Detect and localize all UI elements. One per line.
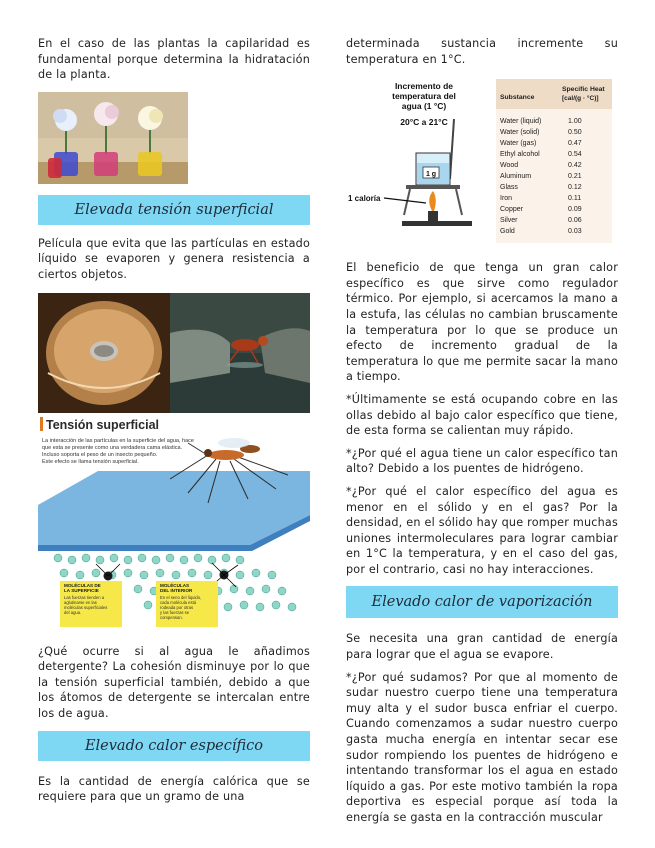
specific-heat-figure	[346, 75, 618, 247]
table-row-value: 0.12	[568, 184, 582, 192]
infographic-body-line4: Este efecto se llama tensión superficial.	[42, 458, 139, 465]
surface-tension-photos	[38, 293, 310, 413]
interior-molecules-title-1: MOLÉCULAS	[160, 582, 190, 588]
left-column	[38, 36, 310, 805]
infographic-title: Tensión superficial	[46, 417, 159, 432]
surface-tension-infographic	[38, 413, 310, 628]
detergent-paragraph: ¿Qué ocurre si al agua le añadimos detergente? La cohesión disminuye por lo que la tensión superficial también, debido a que los átomos de detergente se intercalan entre los de agua.	[38, 644, 310, 720]
surface-molecules-body-2: aglutinarse en las	[64, 599, 97, 605]
table-row-substance: Gold	[500, 228, 515, 236]
table-row-substance: Copper	[500, 206, 523, 214]
specific-heat-table	[496, 75, 612, 247]
table-row-value: 1.00	[568, 118, 582, 126]
interior-molecules-body-4: y las fuerzas se	[160, 609, 190, 615]
diagram-temperatures: 20°C a 21°C	[400, 117, 448, 128]
diagram-title-line2: temperatura del	[392, 91, 456, 102]
table-header-units: [cal/(g · °C)]	[562, 95, 599, 103]
right-column	[346, 36, 618, 826]
surface-molecules-title-1: MOLÉCULAS DE	[64, 582, 101, 588]
table-row-value: 0.09	[568, 206, 582, 214]
interior-molecules-body-5: compensan.	[160, 614, 183, 620]
capillarity-paragraph: En el caso de las plantas la capilaridad es fundamental porque determina la hidratación de la planta.	[38, 37, 310, 82]
copper-pots-paragraph: *Últimamente se está ocupando cobre en las ollas debido al bajo calor específico que tiene, de esta forma se calientan muy rápido.	[346, 392, 618, 438]
thermal-regulator-paragraph: El beneficio de que tenga un gran calor específico es que sirve como regulador térmico. Por ejemplo, si acercamos la mano a la estufa, las células no cambian bruscamente la temperatura por lo que se produce un efecto de incremento gradual de la temperatura lo que me permite sacar la mano a tiempo.	[346, 261, 618, 384]
table-header-specific-heat: Specific Heat	[562, 86, 605, 94]
surface-molecules-title-2: LA SUPERFICIE	[64, 587, 99, 593]
table-row-substance: Water (solid)	[500, 129, 540, 137]
ant-on-water-photo	[170, 293, 310, 413]
table-header-substance: Substance	[500, 94, 535, 102]
specific-heat-definition-continued: determinada sustancia incremente su temperatura en 1°C.	[346, 37, 618, 66]
diagram-title-line1: Incremento de	[394, 81, 454, 92]
table-row-value: 0.06	[568, 217, 582, 225]
diagram-mass-label: 1 g	[425, 171, 437, 179]
table-row-value: 0.11	[568, 195, 582, 203]
table-row-value: 0.03	[568, 228, 582, 236]
colored-flowers-photo	[38, 92, 188, 184]
interior-molecules-body-3: rodeada por otras	[160, 604, 194, 610]
surface-molecules-body-3: moléculas superficiales	[64, 604, 108, 610]
table-row-value: 0.21	[568, 173, 582, 181]
water-heating-diagram	[346, 75, 496, 247]
table-row-value: 0.54	[568, 151, 582, 159]
infographic-body-line3: Incluso soporta el peso de un insecto pequeño.	[42, 451, 158, 458]
infographic-body-line2: que esta se presente como una verdadera cama elástica.	[42, 444, 183, 451]
infographic-body-line1: La interacción de las partículas en la superficie del agua, hace	[42, 437, 194, 444]
table-row-substance: Aluminum	[500, 173, 532, 181]
diagram-calorie-label: 1 caloría	[348, 194, 381, 204]
table-row-substance: Water (gas)	[500, 140, 537, 148]
table-row-value: 0.47	[568, 140, 582, 148]
surface-tension-banner: Elevada tensión superficial	[38, 195, 310, 225]
surface-molecules-body-1: Las fuerzas tienden a	[64, 594, 105, 600]
table-row-substance: Glass	[500, 184, 518, 192]
specific-heat-definition-paragraph: Es la cantidad de energía calórica que se requiere para que un gramo de una	[38, 774, 310, 804]
solid-gas-question: *¿Por qué el calor específico del agua es menor en el sólido y en el gas? Por la densidad, en el sólido hay que romper muchas uniones intermoleculares para lograr cambiar en 1°C la temperatura, y en el caso del gas, por el contrario, casi no hay interacciones.	[346, 484, 618, 576]
sweating-paragraph: *¿Por qué sudamos? Por que al momento de sudar nuestro cuerpo tiene una temperatura muy alta y el sudor busca enfriar el cuerpo. Cuando comenzamos a sudar nuestro cuerpo gasta mucha energía en intentar secar ese sudor rompiendo los puentes de hidrógeno e intentando transformar los el agua en estado líquido a gas. Por este motivo también la ropa deportiva es especial porque así toda la energía se gasta en la contracción muscular	[346, 670, 618, 824]
table-row-substance: Ethyl alcohol	[500, 151, 540, 159]
table-row-substance: Wood	[500, 162, 519, 170]
diagram-title-line3: agua (1 °C)	[401, 101, 447, 112]
surface-molecules-body-4: del agua.	[64, 609, 82, 615]
interior-molecules-body-2: cada molécula está	[160, 599, 197, 605]
interior-molecules-title-2: DEL INTERIOR	[160, 587, 193, 593]
hydrogen-bonds-question: *¿Por qué el agua tiene un calor específico tan alto? Debido a los puentes de hidrógeno.	[346, 446, 618, 476]
vaporization-heat-banner: Elevado calor de vaporización	[346, 586, 618, 618]
table-row-value: 0.42	[568, 162, 582, 170]
vaporization-paragraph: Se necesita una gran cantidad de energía para lograr que el agua se evapore.	[346, 632, 618, 662]
coin-floating-photo	[38, 293, 170, 413]
table-row-substance: Silver	[500, 217, 518, 225]
table-row-substance: Water (liquid)	[500, 118, 542, 126]
interior-molecules-body-1: En el seno del líquido,	[160, 594, 202, 600]
surface-tension-paragraph: Película que evita que las partículas en estado líquido se evaporen y genera resistencia a ciertos objetos.	[38, 236, 310, 281]
specific-heat-banner: Elevado calor específico	[38, 731, 310, 761]
table-row-substance: Iron	[500, 195, 513, 203]
table-row-value: 0.50	[568, 129, 582, 137]
